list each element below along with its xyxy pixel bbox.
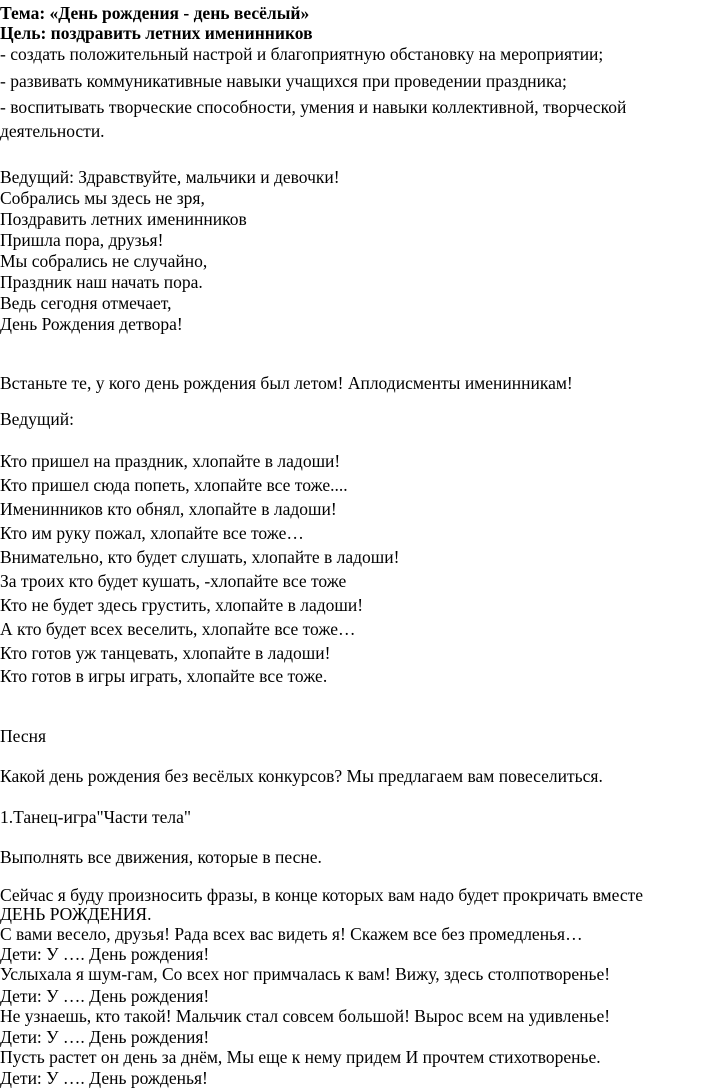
goal-heading: Цель: поздравить летних именинников xyxy=(0,23,313,43)
goal-line: деятельности. xyxy=(0,121,105,141)
poem-line: За троих кто будет кушать, -хлопайте все тоже xyxy=(0,571,347,591)
poem-line: Кто готов уж танцевать, хлопайте в ладоши! xyxy=(0,643,331,663)
stand-up-line: Встаньте те, у кого день рождения был летом! Аплодисменты именинникам! xyxy=(0,373,573,393)
poem-line: Собрались мы здесь не зря, xyxy=(0,188,205,208)
poem-line: Кто не будет здесь грустить, хлопайте в ладоши! xyxy=(0,595,364,615)
game-rule: Выполнять все движения, которые в песне. xyxy=(0,847,322,867)
poem-line: Мы собрались не случайно, xyxy=(0,251,208,271)
game-title: 1.Танец-игра"Части тела" xyxy=(0,807,192,827)
dialogue-line: Дети: У …. День рожденья! xyxy=(0,1068,208,1088)
dialogue-line: Дети: У …. День рождения! xyxy=(0,1027,210,1047)
host-label: Ведущий: xyxy=(0,409,74,429)
poem-line: Именинников кто обнял, хлопайте в ладоши! xyxy=(0,499,337,519)
poem-line: Поздравить летних именинников xyxy=(0,209,247,229)
dialogue-line: С вами весело, друзья! Рада всех вас видеть я! Скажем все без промедленья… xyxy=(0,924,583,944)
poem-line: Ведущий: Здравствуйте, мальчики и девочки! xyxy=(0,167,340,187)
poem-line: Кто готов в игры играть, хлопайте все тоже. xyxy=(0,666,328,686)
poem-line: Внимательно, кто будет слушать, хлопайте в ладоши! xyxy=(0,547,400,567)
poem-line: Кто пришел на праздник, хлопайте в ладоши! xyxy=(0,451,341,471)
topic-heading: Тема: «День рождения - день весёлый» xyxy=(0,3,310,23)
poem-line: Ведь сегодня отмечает, xyxy=(0,293,172,313)
phrases-intro: ДЕНЬ РОЖДЕНИЯ. xyxy=(0,904,152,924)
goal-line: - создать положительный настрой и благоприятную обстановку на мероприятии; xyxy=(0,44,604,64)
dialogue-line: Дети: У …. День рождения! xyxy=(0,944,210,964)
poem-line: Пришла пора, друзья! xyxy=(0,230,164,250)
phrases-intro: Сейчас я буду произносить фразы, в конце которых вам надо будет прокричать вместе xyxy=(0,885,643,905)
contests-intro: Какой день рождения без весёлых конкурсов? Мы предлагаем вам повеселиться. xyxy=(0,766,603,786)
song-label: Песня xyxy=(0,726,47,746)
poem-line: День Рождения детвора! xyxy=(0,314,183,334)
goal-line: - воспитывать творческие способности, умения и навыки коллективной, творческой xyxy=(0,97,627,117)
goal-line: - развивать коммуникативные навыки учащихся при проведении праздника; xyxy=(0,71,567,91)
dialogue-line: Дети: У …. День рождения! xyxy=(0,986,210,1006)
poem-line: А кто будет всех веселить, хлопайте все тоже… xyxy=(0,619,356,639)
dialogue-line: Услыхала я шум-гам, Со всех ног примчалась к вам! Вижу, здесь столпотворенье! xyxy=(0,964,611,984)
dialogue-line: Пусть растет он день за днём, Мы еще к нему придем И прочтем стихотворенье. xyxy=(0,1047,601,1067)
poem-line: Кто пришел сюда попеть, хлопайте все тоже.... xyxy=(0,475,348,495)
poem-line: Праздник наш начать пора. xyxy=(0,272,203,292)
dialogue-line: Не узнаешь, кто такой! Мальчик стал совсем большой! Вырос всем на удивленье! xyxy=(0,1006,611,1026)
poem-line: Кто им руку пожал, хлопайте все тоже… xyxy=(0,523,304,543)
